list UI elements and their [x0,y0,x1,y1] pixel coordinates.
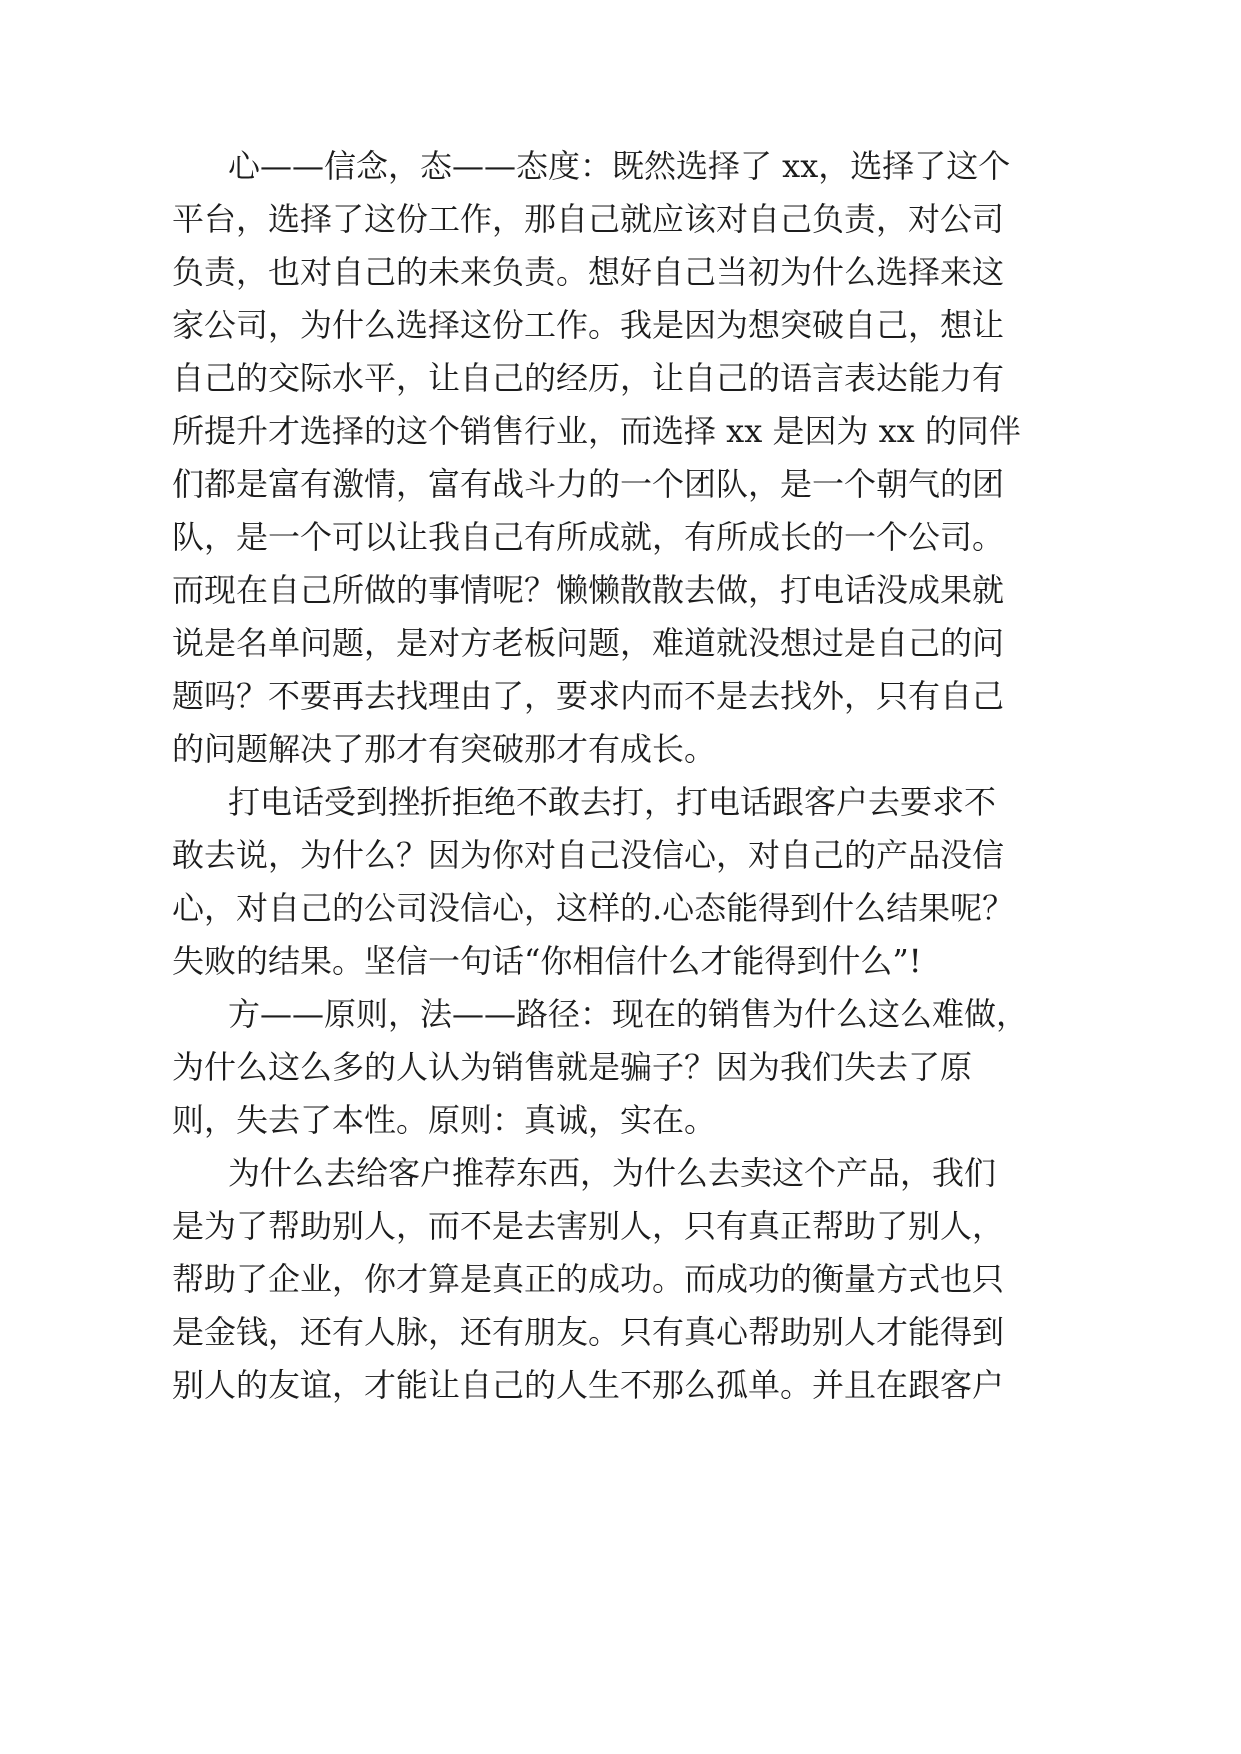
text-line: 心——信念，态——态度：既然选择了 xx，选择了这个 [228,147,1011,185]
text-line: 平台，选择了这份工作，那自己就应该对自己负责，对公司 [172,200,1005,238]
text-line: 心，对自己的公司没信心，这样的.心态能得到什么结果呢？ [172,889,1015,927]
text-line: 而现在自己所做的事情呢？懒懒散散去做，打电话没成果就 [172,571,1005,609]
text-line: 别人的友谊，才能让自己的人生不那么孤单。并且在跟客户 [172,1366,1005,1404]
text-line: 队，是一个可以让我自己有所成就，有所成长的一个公司。 [172,518,1005,556]
text-line: 是为了帮助别人，而不是去害别人，只有真正帮助了别人， [172,1207,1005,1245]
text-line: 说是名单问题，是对方老板问题，难道就没想过是自己的问 [172,624,1005,662]
text-line: 家公司，为什么选择这份工作。我是因为想突破自己，想让 [172,306,1005,344]
text-line: 负责，也对自己的未来负责。想好自己当初为什么选择来这 [172,253,1005,291]
text-line: 是金钱，还有人脉，还有朋友。只有真心帮助别人才能得到 [172,1313,1005,1351]
text-line: 帮助了企业，你才算是真正的成功。而成功的衡量方式也只 [172,1260,1005,1298]
text-line: 为什么去给客户推荐东西，为什么去卖这个产品，我们 [228,1154,997,1192]
text-line: 敢去说，为什么？因为你对自己没信心，对自己的产品没信 [172,836,1005,874]
text-line: 所提升才选择的这个销售行业，而选择 xx 是因为 xx 的同伴 [172,412,1021,450]
text-line: 的问题解决了那才有突破那才有成长。 [172,730,717,768]
text-line: 则，失去了本性。原则：真诚，实在。 [172,1101,717,1139]
text-line: 方——原则，法——路径：现在的销售为什么这么难做， [228,995,1029,1033]
text-line: 为什么这么多的人认为销售就是骗子？因为我们失去了原 [172,1048,973,1086]
text-line: 失败的结果。坚信一句话“你相信什么才能得到什么”! [172,942,922,980]
text-line: 们都是富有激情，富有战斗力的一个团队，是一个朝气的团 [172,465,1005,503]
text-line: 题吗？不要再去找理由了，要求内而不是去找外，只有自己 [172,677,1005,715]
text-line: 打电话受到挫折拒绝不敢去打，打电话跟客户去要求不 [228,783,997,821]
text-line: 自己的交际水平，让自己的经历，让自己的语言表达能力有 [172,359,1005,397]
